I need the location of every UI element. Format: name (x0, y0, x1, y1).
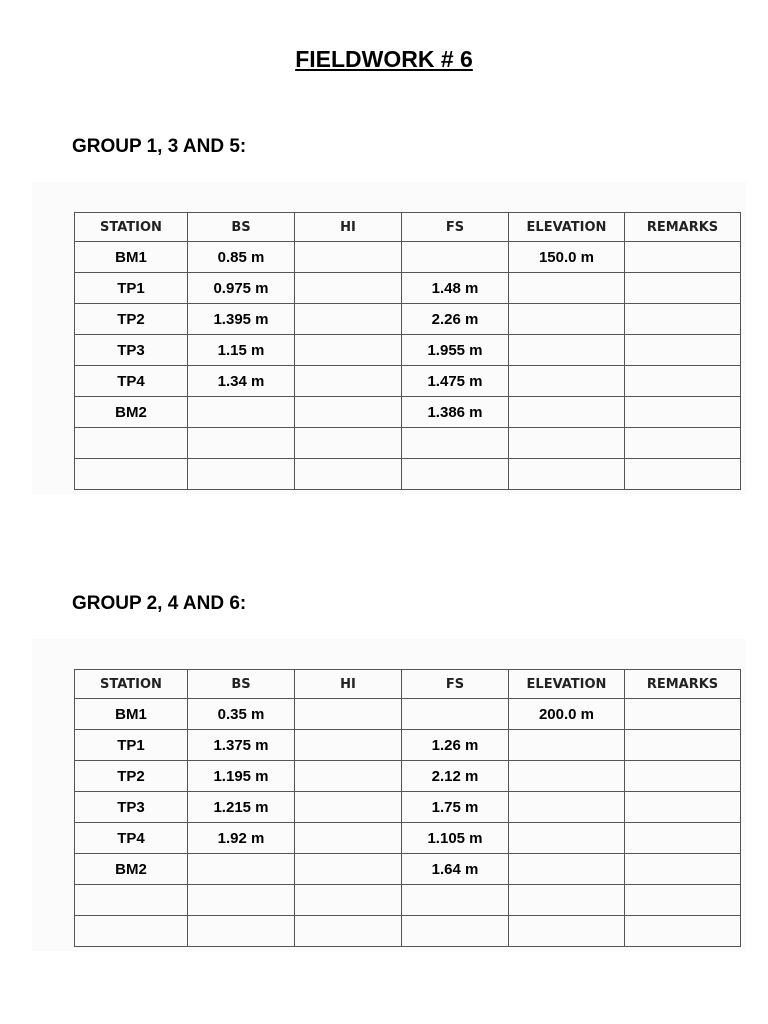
fs-cell: 2.12 m (402, 761, 509, 792)
elevation-cell (509, 854, 625, 885)
fs-cell (402, 699, 509, 730)
station-cell: TP2 (75, 304, 188, 335)
bs-cell: 1.34 m (188, 366, 295, 397)
hi-cell (295, 730, 402, 761)
bs-cell: 0.975 m (188, 273, 295, 304)
bs-cell: 0.35 m (188, 699, 295, 730)
station-cell (75, 885, 188, 916)
fs-cell: 1.64 m (402, 854, 509, 885)
table-header-row (75, 213, 741, 242)
fs-cell: 1.955 m (402, 335, 509, 366)
table-row (75, 397, 741, 428)
remarks-cell (625, 761, 741, 792)
table-row (75, 761, 741, 792)
station-cell: TP2 (75, 761, 188, 792)
fs-cell (402, 428, 509, 459)
station-cell: TP3 (75, 335, 188, 366)
hi-cell (295, 854, 402, 885)
bs-cell: 1.375 m (188, 730, 295, 761)
page-title: FIELDWORK # 6 (295, 46, 473, 72)
station-cell: TP4 (75, 366, 188, 397)
column-header: FS (402, 213, 509, 242)
elevation-cell: 200.0 m (509, 699, 625, 730)
hi-cell (295, 792, 402, 823)
elevation-cell (509, 459, 625, 490)
hi-cell (295, 366, 402, 397)
hi-cell (295, 335, 402, 366)
elevation-cell (509, 304, 625, 335)
bs-cell: 1.15 m (188, 335, 295, 366)
elevation-cell (509, 916, 625, 947)
table-row (75, 885, 741, 916)
station-cell: BM2 (75, 397, 188, 428)
bs-cell: 1.92 m (188, 823, 295, 854)
column-header: BS (188, 213, 295, 242)
elevation-cell (509, 366, 625, 397)
column-header: REMARKS (625, 213, 741, 242)
column-header: ELEVATION (509, 213, 625, 242)
column-header: STATION (75, 213, 188, 242)
column-header: ELEVATION (509, 670, 625, 699)
hi-cell (295, 823, 402, 854)
table-row (75, 459, 741, 490)
elevation-cell (509, 761, 625, 792)
remarks-cell (625, 854, 741, 885)
fs-cell (402, 459, 509, 490)
hi-cell (295, 916, 402, 947)
remarks-cell (625, 916, 741, 947)
elevation-cell (509, 730, 625, 761)
results-table-container-1 (32, 182, 746, 494)
fs-cell: 1.48 m (402, 273, 509, 304)
table-row (75, 273, 741, 304)
station-cell: TP3 (75, 792, 188, 823)
column-header: STATION (75, 670, 188, 699)
station-cell: BM2 (75, 854, 188, 885)
elevation-cell (509, 792, 625, 823)
elevation-cell (509, 397, 625, 428)
bs-cell (188, 854, 295, 885)
fs-cell: 1.26 m (402, 730, 509, 761)
remarks-cell (625, 242, 741, 273)
table-row (75, 854, 741, 885)
table-header-row (75, 670, 741, 699)
column-header: REMARKS (625, 670, 741, 699)
station-cell (75, 916, 188, 947)
group-heading-1: GROUP 1, 3 AND 5: (72, 136, 247, 157)
fs-cell: 2.26 m (402, 304, 509, 335)
table-row (75, 366, 741, 397)
hi-cell (295, 761, 402, 792)
elevation-cell (509, 428, 625, 459)
station-cell: BM1 (75, 699, 188, 730)
fs-cell (402, 916, 509, 947)
table-row (75, 730, 741, 761)
remarks-cell (625, 273, 741, 304)
table-row (75, 335, 741, 366)
elevation-cell (509, 273, 625, 304)
results-table-1 (74, 212, 741, 490)
bs-cell: 1.215 m (188, 792, 295, 823)
station-cell: TP4 (75, 823, 188, 854)
station-cell: TP1 (75, 730, 188, 761)
bs-cell (188, 397, 295, 428)
elevation-cell (509, 823, 625, 854)
fs-cell (402, 885, 509, 916)
bs-cell: 1.395 m (188, 304, 295, 335)
bs-cell (188, 885, 295, 916)
remarks-cell (625, 335, 741, 366)
hi-cell (295, 699, 402, 730)
fs-cell: 1.75 m (402, 792, 509, 823)
table-row (75, 699, 741, 730)
remarks-cell (625, 366, 741, 397)
remarks-cell (625, 459, 741, 490)
remarks-cell (625, 397, 741, 428)
hi-cell (295, 459, 402, 490)
station-cell: BM1 (75, 242, 188, 273)
elevation-cell (509, 335, 625, 366)
station-cell: TP1 (75, 273, 188, 304)
remarks-cell (625, 792, 741, 823)
group-heading-2: GROUP 2, 4 AND 6: (72, 593, 247, 614)
station-cell (75, 459, 188, 490)
bs-cell (188, 459, 295, 490)
table-row (75, 823, 741, 854)
elevation-cell: 150.0 m (509, 242, 625, 273)
remarks-cell (625, 823, 741, 854)
results-table-2 (74, 669, 741, 947)
fs-cell (402, 242, 509, 273)
bs-cell (188, 916, 295, 947)
results-table-container-2 (32, 639, 746, 951)
hi-cell (295, 397, 402, 428)
column-header: FS (402, 670, 509, 699)
table-row (75, 792, 741, 823)
remarks-cell (625, 730, 741, 761)
hi-cell (295, 428, 402, 459)
column-header: HI (295, 213, 402, 242)
bs-cell (188, 428, 295, 459)
table-row (75, 242, 741, 273)
table-row (75, 428, 741, 459)
hi-cell (295, 885, 402, 916)
hi-cell (295, 304, 402, 335)
table-row (75, 916, 741, 947)
table-row (75, 304, 741, 335)
fs-cell: 1.475 m (402, 366, 509, 397)
remarks-cell (625, 885, 741, 916)
elevation-cell (509, 885, 625, 916)
bs-cell: 0.85 m (188, 242, 295, 273)
fs-cell: 1.105 m (402, 823, 509, 854)
remarks-cell (625, 699, 741, 730)
fs-cell: 1.386 m (402, 397, 509, 428)
remarks-cell (625, 428, 741, 459)
bs-cell: 1.195 m (188, 761, 295, 792)
column-header: BS (188, 670, 295, 699)
column-header: HI (295, 670, 402, 699)
station-cell (75, 428, 188, 459)
remarks-cell (625, 304, 741, 335)
hi-cell (295, 273, 402, 304)
hi-cell (295, 242, 402, 273)
